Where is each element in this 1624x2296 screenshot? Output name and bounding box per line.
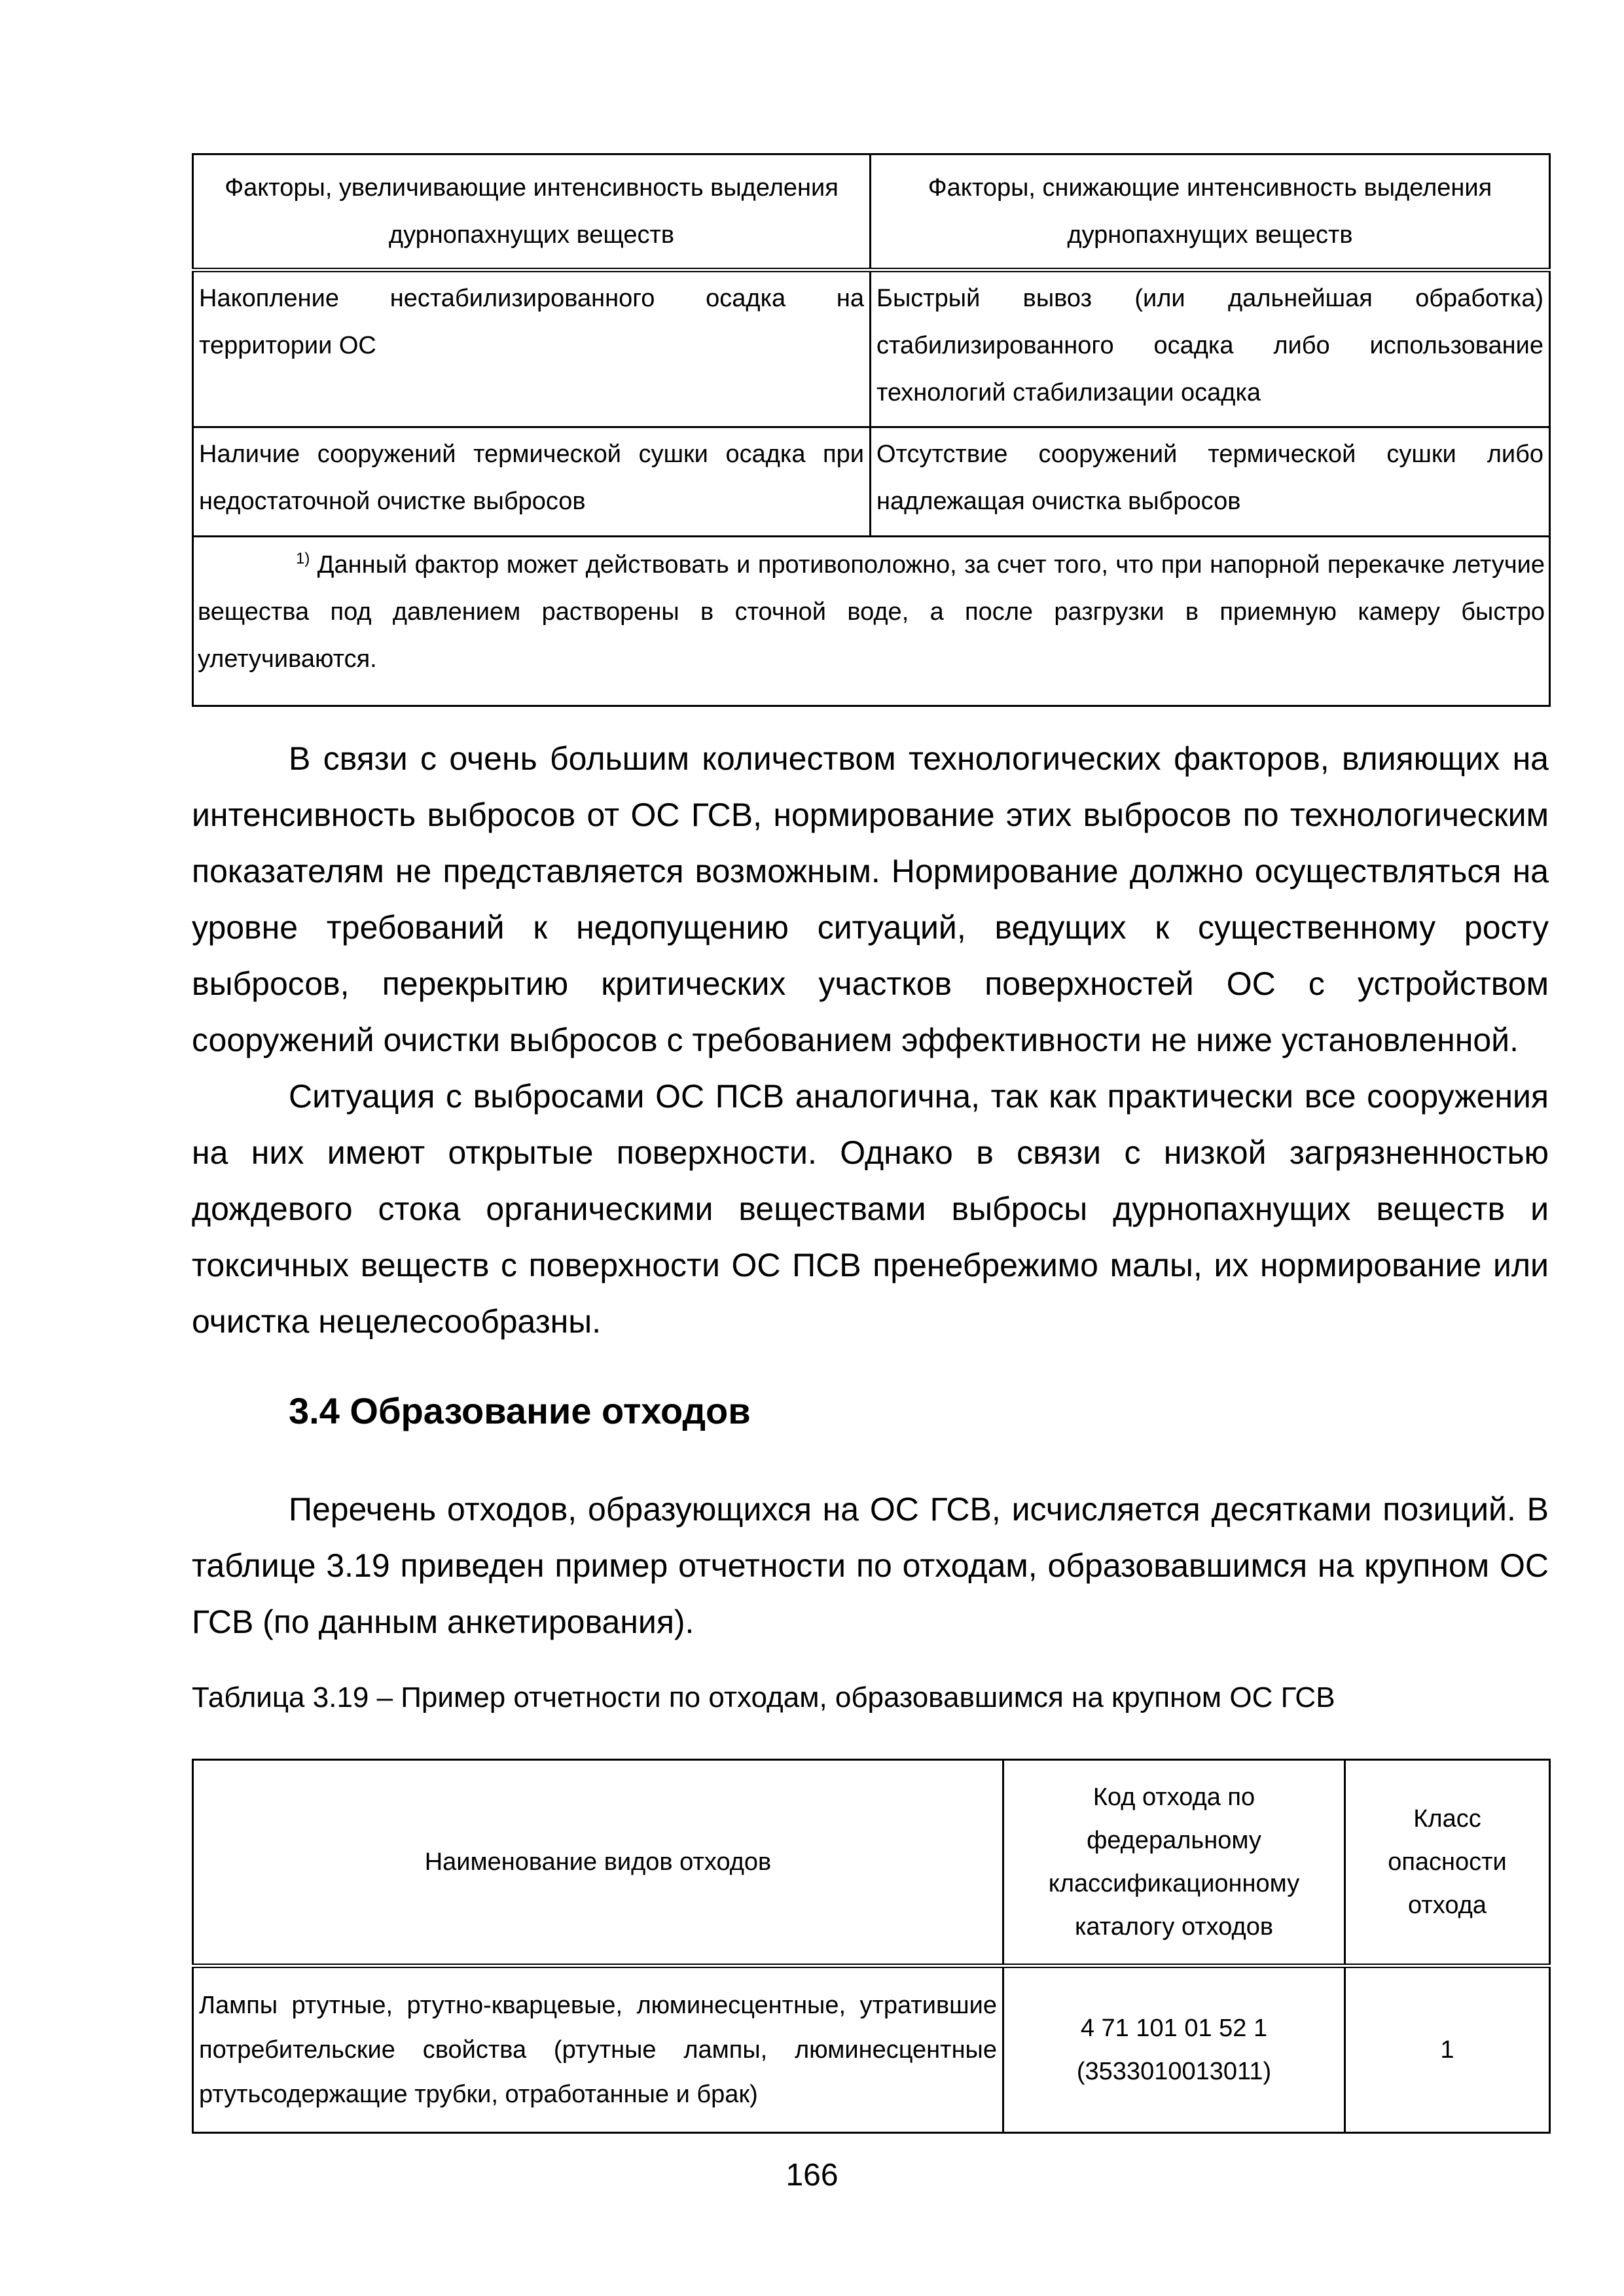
factors-table-header-row (193, 154, 1550, 270)
header-decreasing-factors: Факторы, снижающие интенсивность выделения дурнопахнущих веществ (871, 154, 1550, 270)
hazard-class-cell: 1 (1345, 1966, 1550, 2133)
table-row (193, 1966, 1550, 2133)
waste-code-cell (1003, 1966, 1345, 2133)
waste-table (192, 1759, 1551, 2134)
footnote-text: Данный фактор может действовать и противоположно, за счет того, что при напорной перекачке летучие вещества под давлением растворены в сточной воде, а после разгрузки в приемную камеру быстро улетучиваются. (198, 551, 1545, 673)
waste-name-cell: Лампы ртутные, ртутно-кварцевые, люминесцентные, утратившие потребительские свойства (ртутные лампы, люминесцентные ртутьсодержащие трубки, отработанные и брак) (193, 1966, 1003, 2133)
table-row (193, 270, 1550, 427)
header-increasing-factors: Факторы, увеличивающие интенсивность выделения дурнопахнущих веществ (193, 154, 871, 270)
footnote-row (193, 537, 1550, 706)
table-row (193, 427, 1550, 537)
increasing-factor-cell: Наличие сооружений термической сушки осадка при недостаточной очистке выбросов (193, 427, 871, 537)
section-heading: 3.4 Образование отходов (289, 1390, 751, 1431)
decreasing-factor-cell: Быстрый вывоз (или дальнейшая обработка) стабилизированного осадка либо использование технологий стабилизации осадка (871, 270, 1550, 427)
factors-table (192, 153, 1551, 707)
header-waste-name: Наименование видов отходов (193, 1760, 1003, 1966)
waste-table-header-row (193, 1760, 1550, 1966)
header-waste-code: Код отхода по федеральному классификационному каталогу отходов (1003, 1760, 1345, 1966)
header-hazard-class: Класс опасности отхода (1345, 1760, 1550, 1966)
table-footnote (193, 537, 1550, 706)
body-paragraph: Ситуация с выбросами ОС ПСВ аналогична, так как практически все сооружения на них имеют открытые поверхности. Однако в связи с низкой загрязненностью дождевого стока органическими веществами выбросы дурнопахнущих веществ и токсичных веществ с поверхности ОС ПСВ пренебрежимо малы, их нормирование или очистка нецелесообразны. (192, 1078, 1549, 1340)
table-caption: Таблица 3.19 – Пример отчетности по отходам, образовавшимся на крупном ОС ГСВ (192, 1681, 1335, 1713)
waste-code-old: (3533010013011) (1076, 2058, 1272, 2085)
body-paragraph: В связи с очень большим количеством технологических факторов, влияющих на интенсивность выбросов от ОС ГСВ, нормирование этих выбросов по технологическим показателям не представляется возможным. Нормирование должно осуществляться на уровне требований к недопущению ситуаций, ведущих к существенному росту выбросов, перекрытию критических участков поверхностей ОС с устройством сооружений очистки выбросов с требованием эффективности не ниже установленной. (192, 740, 1549, 1058)
decreasing-factor-cell: Отсутствие сооружений термической сушки либо надлежащая очистка выбросов (871, 427, 1550, 537)
footnote-marker: 1) (296, 550, 310, 567)
section-paragraph: Перечень отходов, образующихся на ОС ГСВ, исчисляется десятками позиций. В таблице 3.19 приведен пример отчетности по отходам, образовавшимся на крупном ОС ГСВ (по данным анкетирования). (192, 1491, 1549, 1640)
page-number: 166 (785, 2158, 839, 2193)
waste-code: 4 71 101 01 52 1 (1080, 2015, 1268, 2042)
increasing-factor-cell: Накопление нестабилизированного осадка на территории ОС (193, 270, 871, 427)
